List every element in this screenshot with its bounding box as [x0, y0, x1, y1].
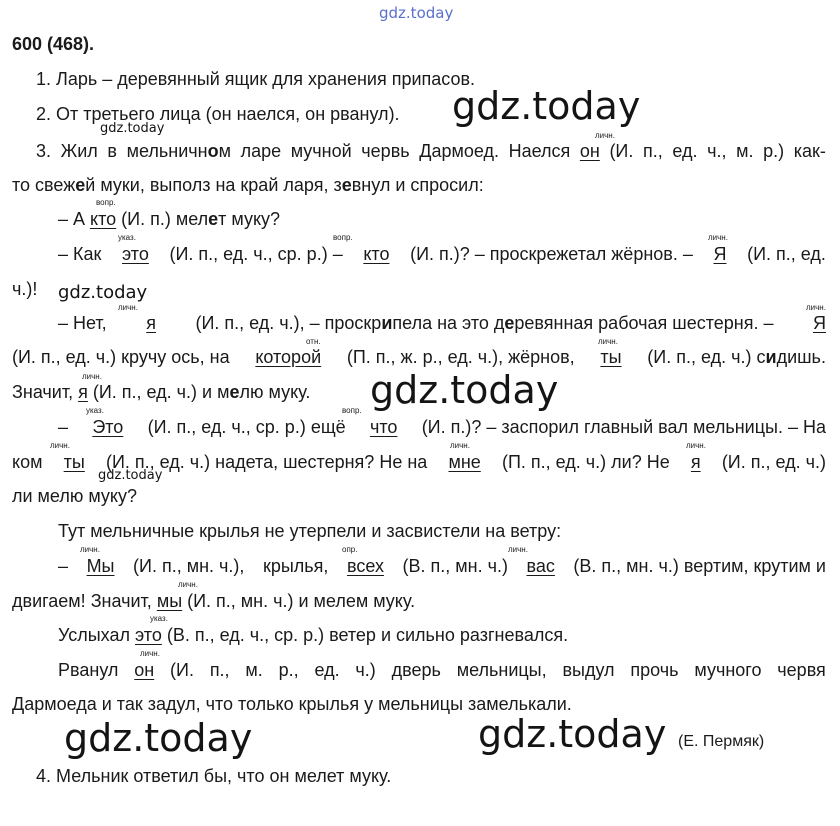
text-line: Тут мельничные крылья не утерпели и засвистели на ветру: [58, 521, 562, 541]
text-line: то свежей муки, выполз на край ларя, зевнул и спросил: [12, 175, 484, 195]
watermark-small: gdz.today [100, 121, 165, 136]
text-line: ли мелю муку? [12, 486, 138, 506]
text-line: – Это (И. п., ед. ч., ср. р.) ещё что (И. п.)? – заспорил главный вал мельницы. – На [58, 417, 826, 437]
mark-lichn: личн. [178, 580, 198, 589]
text-line: (И. п., ед. ч.) кручу ось, на которой (П. п., ж. р., ед. ч.), жёрнов, ты (И. п., ед. ч.) сидишь. [12, 347, 826, 367]
text-line: – Мы (И. п., мн. ч.), крылья, всех (В. п., мн. ч.) вас (В. п., мн. ч.) вертим, крутим и [58, 556, 826, 576]
mark-lichn: личн. [450, 441, 470, 450]
mark-ukaz: указ. [118, 233, 136, 242]
watermark-medium: gdz.today [58, 282, 148, 303]
text-line: – А кто (И. п.) мелет муку? [58, 209, 281, 229]
mark-lichn: личн. [508, 545, 528, 554]
watermark-top: gdz.today [379, 4, 454, 22]
mark-lichn: личн. [118, 303, 138, 312]
answer-4: 4. Мельник ответил бы, что он мелет муку. [36, 766, 392, 786]
text-line: – Нет, я (И. п., ед. ч.), – проскрипела на это деревянная рабочая шестерня. – Я [58, 313, 826, 333]
text-line: – Как это (И. п., ед. ч., ср. р.) – кто (И. п.)? – проскрежетал жёрнов. – Я (И. п., ед. [58, 244, 826, 264]
mark-ukaz: указ. [86, 406, 104, 415]
text-line: двигаем! Значит, мы (И. п., мн. ч.) и мелем муку. [12, 591, 416, 611]
task-number: 600 (468). [12, 34, 95, 54]
mark-lichn: личн. [82, 372, 102, 381]
watermark-large: gdz.today [478, 712, 667, 756]
text-line: Рванул он (И. п., м. р., ед. ч.) дверь мельницы, выдул прочь мучного червя [58, 660, 826, 680]
text-line: ч.)! [12, 279, 38, 299]
watermark-large: gdz.today [64, 716, 253, 760]
mark-lichn: личн. [50, 441, 70, 450]
text-line: ком ты (И. п., ед. ч.) надета, шестерня? Не на мне (П. п., ед. ч.) ли? Не я (И. п., ед. ч.) [12, 452, 826, 472]
mark-vopr: вопр. [342, 406, 362, 415]
text-line: Значит, я (И. п., ед. ч.) и мелю муку. [12, 382, 311, 402]
mark-otn: отн. [306, 337, 321, 346]
answer-2: 2. От третьего лица (он наелся, он рванул). [36, 104, 400, 124]
mark-opr: опр. [342, 545, 358, 554]
text-line: Услыхал это (В. п., ед. ч., ср. р.) ветер и сильно разгневался. [58, 625, 569, 645]
mark-lichn: личн. [708, 233, 728, 242]
mark-lichn: личн. [598, 337, 618, 346]
mark-vopr: вопр. [96, 198, 116, 207]
mark-lichn: личн. [140, 649, 160, 658]
watermark-small: gdz.today [98, 468, 163, 483]
text-line: 3. Жил в мельничном ларе мучной червь Дармоед. Наелся он (И. п., ед. ч., м. р.) как- [36, 141, 826, 161]
watermark-large: gdz.today [370, 368, 559, 412]
mark-lichn: личн. [80, 545, 100, 554]
mark-lichn: личн. [595, 131, 615, 140]
mark-lichn: личн. [686, 441, 706, 450]
text-line: Дармоеда и так задул, что только крылья у мельницы замелькали. [12, 694, 572, 714]
mark-vopr: вопр. [333, 233, 353, 242]
mark-ukaz: указ. [150, 614, 168, 623]
mark-lichn: личн. [806, 303, 826, 312]
watermark-large: gdz.today [452, 84, 641, 128]
author: (Е. Пермяк) [678, 733, 765, 750]
answer-1: 1. Ларь – деревянный ящик для хранения припасов. [36, 69, 476, 89]
